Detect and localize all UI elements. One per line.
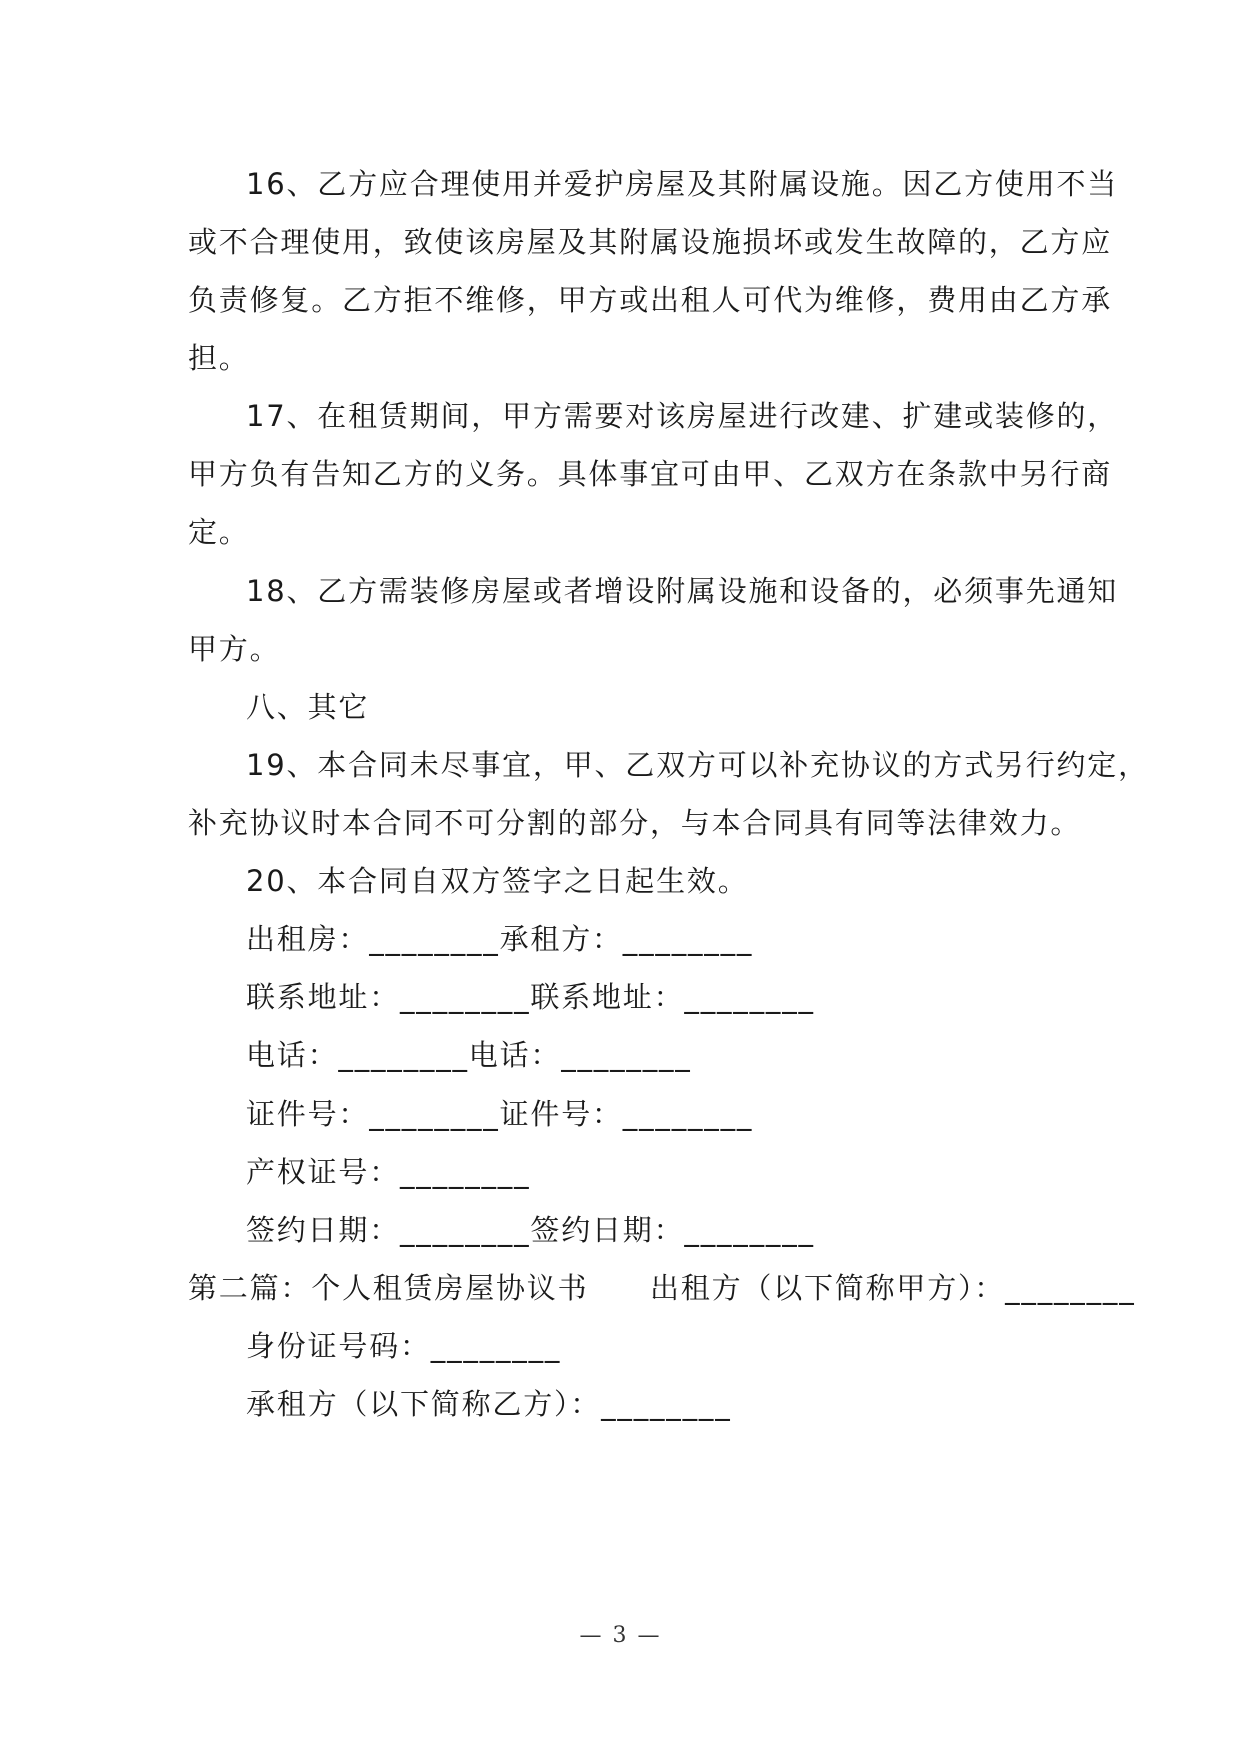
section-heading-other: 八、其它 — [246, 690, 370, 724]
chapter-two-heading: 第二篇：个人租赁房屋协议书 出租方（以下简称甲方）：________ — [188, 1271, 1136, 1305]
paragraph-17-line-3: 定。 — [188, 515, 250, 549]
paragraph-16-line-1: 16、乙方应合理使用并爱护房屋及其附属设施。因乙方使用不当 — [246, 167, 1119, 201]
paragraph-19-line-1: 19、本合同未尽事宜，甲、乙双方可以补充协议的方式另行约定， — [246, 748, 1149, 782]
paragraph-16-line-4: 担。 — [188, 341, 250, 375]
paragraph-18-line-2: 甲方。 — [188, 632, 281, 666]
lessee-party: 承租方（以下简称乙方）：________ — [246, 1387, 732, 1421]
signature-lessor-lessee: 出租房：________承租方：________ — [246, 922, 754, 956]
page-number: — 3 — — [579, 1623, 662, 1648]
paragraph-18-line-1: 18、乙方需装修房屋或者增设附属设施和设备的，必须事先通知 — [246, 574, 1119, 608]
signature-date: 签约日期：________签约日期：________ — [246, 1213, 815, 1247]
paragraph-17-line-2: 甲方负有告知乙方的义务。具体事宜可由甲、乙双方在条款中另行商 — [188, 457, 1113, 491]
lessor-id-number: 身份证号码：________ — [246, 1329, 562, 1363]
paragraph-19-line-2: 补充协议时本合同不可分割的部分，与本合同具有同等法律效力。 — [188, 806, 1082, 840]
paragraph-20: 20、本合同自双方签字之日起生效。 — [246, 864, 749, 898]
signature-id-number: 证件号：________证件号：________ — [246, 1097, 754, 1131]
signature-phone: 电话：________电话：________ — [246, 1038, 692, 1072]
signature-property-cert: 产权证号：________ — [246, 1155, 531, 1189]
paragraph-17-line-1: 17、在租赁期间，甲方需要对该房屋进行改建、扩建或装修的， — [246, 399, 1119, 433]
paragraph-16-line-3: 负责修复。乙方拒不维修，甲方或出租人可代为维修，费用由乙方承 — [188, 283, 1113, 317]
signature-address: 联系地址：________联系地址：________ — [246, 980, 815, 1014]
paragraph-16-line-2: 或不合理使用，致使该房屋及其附属设施损坏或发生故障的，乙方应 — [188, 225, 1113, 259]
